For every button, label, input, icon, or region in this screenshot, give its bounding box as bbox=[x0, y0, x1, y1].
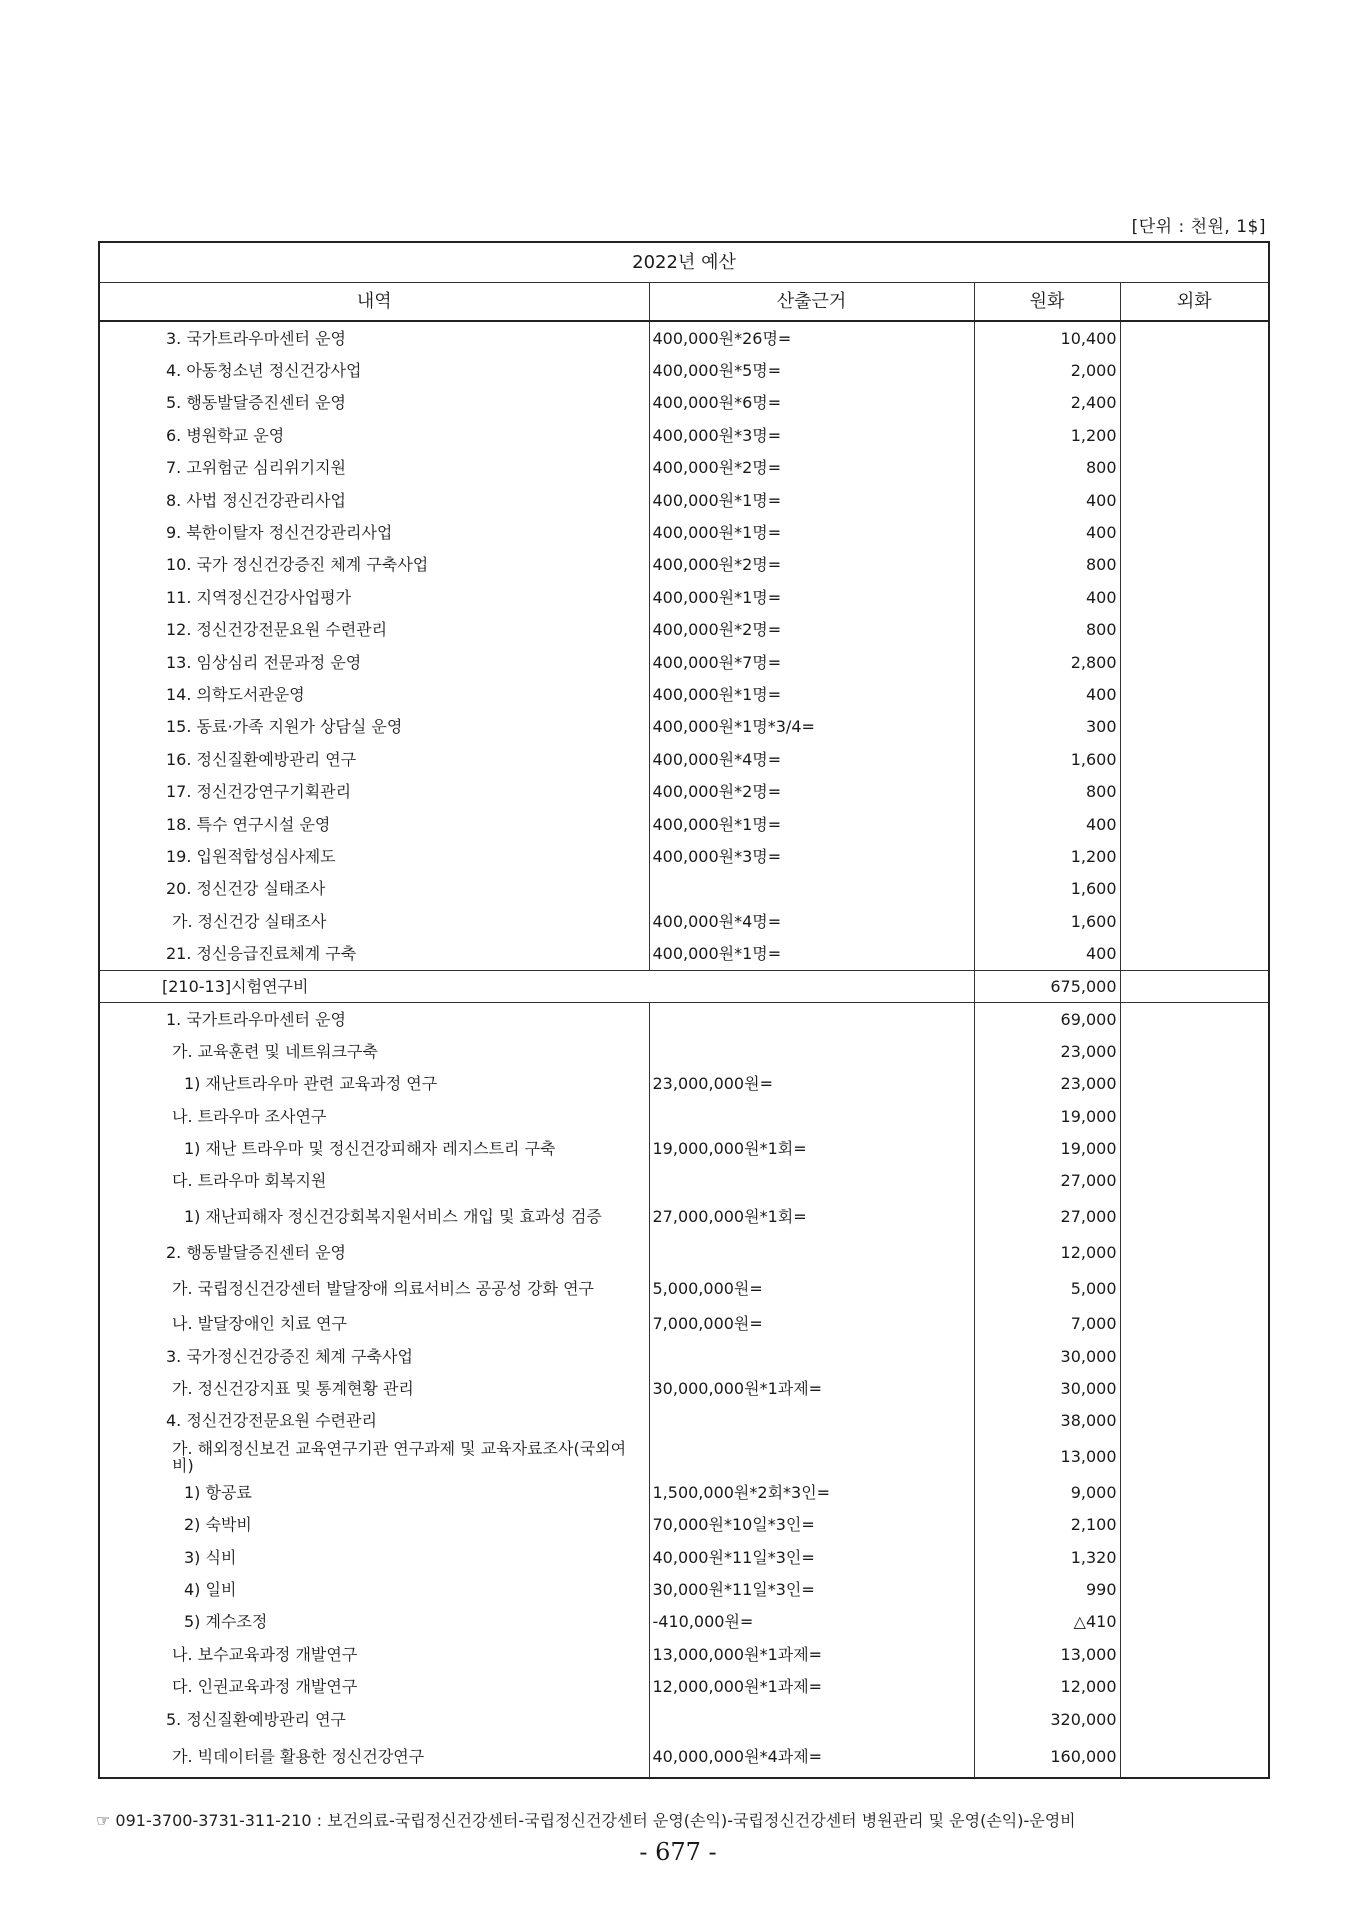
table-row bbox=[99, 614, 1269, 646]
foreign-cell bbox=[1120, 1100, 1269, 1132]
foreign-cell bbox=[1120, 1035, 1269, 1067]
item-cell: 5. 정신질환예방관리 연구 bbox=[99, 1703, 649, 1735]
item-cell: 7. 고위험군 심리위기지원 bbox=[99, 452, 649, 484]
foreign-cell bbox=[1120, 1197, 1269, 1236]
basis-cell: 12,000,000원*1과제= bbox=[649, 1670, 974, 1702]
basis-cell: 400,000원*1명= bbox=[649, 581, 974, 613]
krw-cell: 300 bbox=[974, 711, 1120, 743]
foreign-cell bbox=[1120, 808, 1269, 840]
krw-cell: 1,200 bbox=[974, 419, 1120, 451]
basis-cell: 23,000,000원= bbox=[649, 1068, 974, 1100]
table-row bbox=[99, 1476, 1269, 1508]
foreign-cell bbox=[1120, 678, 1269, 710]
foreign-cell bbox=[1120, 1165, 1269, 1197]
krw-cell: 1,320 bbox=[974, 1541, 1120, 1573]
table-row bbox=[99, 1703, 1269, 1735]
basis-cell bbox=[649, 1405, 974, 1437]
table-row bbox=[99, 1670, 1269, 1702]
krw-cell: 69,000 bbox=[974, 1002, 1120, 1035]
basis-cell: 27,000,000원*1회= bbox=[649, 1197, 974, 1236]
item-cell: 나. 발달장애인 치료 연구 bbox=[99, 1308, 649, 1340]
krw-cell: 320,000 bbox=[974, 1703, 1120, 1735]
foreign-cell bbox=[1120, 1132, 1269, 1164]
item-cell: 가. 국립정신건강센터 발달장애 의료서비스 공공성 강화 연구 bbox=[99, 1269, 649, 1308]
item-cell: 1. 국가트라우마센터 운영 bbox=[99, 1002, 649, 1035]
foreign-cell bbox=[1120, 873, 1269, 905]
foreign-cell bbox=[1120, 354, 1269, 386]
krw-cell: 800 bbox=[974, 549, 1120, 581]
foreign-cell bbox=[1120, 1068, 1269, 1100]
table-row bbox=[99, 678, 1269, 710]
krw-cell: △410 bbox=[974, 1606, 1120, 1638]
foreign-cell bbox=[1120, 905, 1269, 937]
basis-cell: 7,000,000원= bbox=[649, 1308, 974, 1340]
krw-cell: 800 bbox=[974, 775, 1120, 807]
item-cell: 5) 계수조정 bbox=[99, 1606, 649, 1638]
item-cell: 19. 입원적합성심사제도 bbox=[99, 840, 649, 872]
foreign-cell bbox=[1120, 840, 1269, 872]
table-body-a bbox=[99, 321, 1269, 970]
foreign-cell bbox=[1120, 321, 1269, 354]
krw-cell: 1,600 bbox=[974, 873, 1120, 905]
item-cell: 5. 행동발달증진센터 운영 bbox=[99, 387, 649, 419]
krw-cell: 1,200 bbox=[974, 840, 1120, 872]
basis-cell: 400,000원*6명= bbox=[649, 387, 974, 419]
item-cell: 4) 일비 bbox=[99, 1573, 649, 1605]
item-cell: 8. 사법 정신건강관리사업 bbox=[99, 484, 649, 516]
basis-cell: 400,000원*26명= bbox=[649, 321, 974, 354]
krw-cell: 400 bbox=[974, 516, 1120, 548]
table-row bbox=[99, 1165, 1269, 1197]
basis-cell: -410,000원= bbox=[649, 1606, 974, 1638]
table-row bbox=[99, 808, 1269, 840]
item-cell: 가. 교육훈련 및 네트워크구축 bbox=[99, 1035, 649, 1067]
item-cell: 3. 국가정신건강증진 체계 구축사업 bbox=[99, 1340, 649, 1372]
table-row bbox=[99, 516, 1269, 548]
basis-cell: 400,000원*1명= bbox=[649, 516, 974, 548]
krw-cell: 400 bbox=[974, 808, 1120, 840]
item-cell: 21. 정신응급진료체계 구축 bbox=[99, 937, 649, 970]
foreign-cell bbox=[1120, 1541, 1269, 1573]
item-cell: 17. 정신건강연구기획관리 bbox=[99, 775, 649, 807]
basis-cell: 400,000원*2명= bbox=[649, 614, 974, 646]
foreign-cell bbox=[1120, 1437, 1269, 1476]
item-cell: 가. 정신건강지표 및 통계현황 관리 bbox=[99, 1372, 649, 1404]
foreign-cell bbox=[1120, 581, 1269, 613]
krw-cell: 12,000 bbox=[974, 1236, 1120, 1268]
table-body-b bbox=[99, 1002, 1269, 1778]
item-cell: 2. 행동발달증진센터 운영 bbox=[99, 1236, 649, 1268]
item-cell: 16. 정신질환예방관리 연구 bbox=[99, 743, 649, 775]
basis-cell: 1,500,000원*2회*3인= bbox=[649, 1476, 974, 1508]
header-foreign: 외화 bbox=[1120, 283, 1269, 322]
krw-cell: 400 bbox=[974, 937, 1120, 970]
basis-cell: 400,000원*3명= bbox=[649, 840, 974, 872]
table-row bbox=[99, 1100, 1269, 1132]
krw-cell: 400 bbox=[974, 581, 1120, 613]
foreign-cell bbox=[1120, 1476, 1269, 1508]
krw-cell: 7,000 bbox=[974, 1308, 1120, 1340]
item-cell: 4. 정신건강전문요원 수련관리 bbox=[99, 1405, 649, 1437]
item-cell: 1) 재난트라우마 관련 교육과정 연구 bbox=[99, 1068, 649, 1100]
krw-cell: 800 bbox=[974, 614, 1120, 646]
item-cell: 1) 항공료 bbox=[99, 1476, 649, 1508]
krw-cell: 160,000 bbox=[974, 1735, 1120, 1778]
item-cell: 1) 재난 트라우마 및 정신건강피해자 레지스트리 구축 bbox=[99, 1132, 649, 1164]
table-row bbox=[99, 1638, 1269, 1670]
table-row bbox=[99, 1132, 1269, 1164]
table-row bbox=[99, 581, 1269, 613]
basis-cell: 30,000원*11일*3인= bbox=[649, 1573, 974, 1605]
table-row bbox=[99, 1002, 1269, 1035]
item-cell: 11. 지역정신건강사업평가 bbox=[99, 581, 649, 613]
foreign-cell bbox=[1120, 1308, 1269, 1340]
page-number: - 677 - bbox=[639, 1838, 717, 1866]
basis-cell: 400,000원*1명= bbox=[649, 937, 974, 970]
footer-note: ☞ 091-3700-3731-311-210 : 보건의료-국립정신건강센터-국립정신건강센터 운영(손익)-국립정신건강센터 병원관리 및 운영(손익)-운영비 bbox=[96, 1811, 1076, 1830]
krw-cell: 27,000 bbox=[974, 1165, 1120, 1197]
table-row bbox=[99, 1509, 1269, 1541]
item-cell: 가. 빅데이터를 활용한 정신건강연구 bbox=[99, 1735, 649, 1778]
section-foreign bbox=[1120, 970, 1269, 1002]
item-cell: 다. 인권교육과정 개발연구 bbox=[99, 1670, 649, 1702]
basis-cell bbox=[649, 1340, 974, 1372]
table-row bbox=[99, 1405, 1269, 1437]
basis-cell: 70,000원*10일*3인= bbox=[649, 1509, 974, 1541]
foreign-cell bbox=[1120, 1002, 1269, 1035]
krw-cell: 27,000 bbox=[974, 1197, 1120, 1236]
section-krw: 675,000 bbox=[974, 970, 1120, 1002]
foreign-cell bbox=[1120, 1509, 1269, 1541]
item-cell: 4. 아동청소년 정신건강사업 bbox=[99, 354, 649, 386]
item-cell: 13. 임상심리 전문과정 운영 bbox=[99, 646, 649, 678]
basis-cell: 40,000원*11일*3인= bbox=[649, 1541, 974, 1573]
header-item: 내역 bbox=[99, 283, 649, 322]
item-cell: 20. 정신건강 실태조사 bbox=[99, 873, 649, 905]
foreign-cell bbox=[1120, 1236, 1269, 1268]
foreign-cell bbox=[1120, 1340, 1269, 1372]
krw-cell: 2,800 bbox=[974, 646, 1120, 678]
krw-cell: 10,400 bbox=[974, 321, 1120, 354]
item-cell: 다. 트라우마 회복지원 bbox=[99, 1165, 649, 1197]
item-cell: 가. 정신건강 실태조사 bbox=[99, 905, 649, 937]
foreign-cell bbox=[1120, 1735, 1269, 1778]
item-cell: 9. 북한이탈자 정신건강관리사업 bbox=[99, 516, 649, 548]
basis-cell bbox=[649, 1035, 974, 1067]
table-row bbox=[99, 873, 1269, 905]
basis-cell bbox=[649, 1002, 974, 1035]
krw-cell: 2,100 bbox=[974, 1509, 1120, 1541]
table-row bbox=[99, 1340, 1269, 1372]
krw-cell: 30,000 bbox=[974, 1372, 1120, 1404]
krw-cell: 23,000 bbox=[974, 1035, 1120, 1067]
foreign-cell bbox=[1120, 516, 1269, 548]
foreign-cell bbox=[1120, 743, 1269, 775]
foreign-cell bbox=[1120, 1638, 1269, 1670]
table-row bbox=[99, 321, 1269, 354]
foreign-cell bbox=[1120, 1573, 1269, 1605]
foreign-cell bbox=[1120, 1372, 1269, 1404]
header-basis: 산출근거 bbox=[649, 283, 974, 322]
krw-cell: 400 bbox=[974, 484, 1120, 516]
basis-cell bbox=[649, 1100, 974, 1132]
basis-cell: 400,000원*5명= bbox=[649, 354, 974, 386]
table-row bbox=[99, 387, 1269, 419]
foreign-cell bbox=[1120, 711, 1269, 743]
basis-cell: 19,000,000원*1회= bbox=[649, 1132, 974, 1164]
item-cell: 3) 식비 bbox=[99, 1541, 649, 1573]
krw-cell: 12,000 bbox=[974, 1670, 1120, 1702]
item-cell: 1) 재난피해자 정신건강회복지원서비스 개입 및 효과성 검증 bbox=[99, 1197, 649, 1236]
krw-cell: 5,000 bbox=[974, 1269, 1120, 1308]
foreign-cell bbox=[1120, 549, 1269, 581]
foreign-cell bbox=[1120, 1269, 1269, 1308]
krw-cell: 800 bbox=[974, 452, 1120, 484]
basis-cell: 400,000원*7명= bbox=[649, 646, 974, 678]
item-cell: 12. 정신건강전문요원 수련관리 bbox=[99, 614, 649, 646]
table-row bbox=[99, 354, 1269, 386]
basis-cell: 30,000,000원*1과제= bbox=[649, 1372, 974, 1404]
basis-cell: 400,000원*1명= bbox=[649, 484, 974, 516]
foreign-cell bbox=[1120, 484, 1269, 516]
item-cell: 14. 의학도서관운영 bbox=[99, 678, 649, 710]
basis-cell: 400,000원*2명= bbox=[649, 452, 974, 484]
item-cell: 2) 숙박비 bbox=[99, 1509, 649, 1541]
krw-cell: 19,000 bbox=[974, 1100, 1120, 1132]
table-row bbox=[99, 1437, 1269, 1476]
table-row bbox=[99, 646, 1269, 678]
table-row bbox=[99, 1735, 1269, 1778]
table-row bbox=[99, 711, 1269, 743]
basis-cell: 400,000원*4명= bbox=[649, 743, 974, 775]
foreign-cell bbox=[1120, 646, 1269, 678]
table-row bbox=[99, 1197, 1269, 1236]
basis-cell bbox=[649, 1165, 974, 1197]
table-row bbox=[99, 840, 1269, 872]
budget-table bbox=[98, 241, 1270, 1779]
foreign-cell bbox=[1120, 1606, 1269, 1638]
krw-cell: 38,000 bbox=[974, 1405, 1120, 1437]
table-row bbox=[99, 1606, 1269, 1638]
section-label: [210-13]시험연구비 bbox=[99, 970, 974, 1002]
basis-cell bbox=[649, 1236, 974, 1268]
table-row bbox=[99, 1573, 1269, 1605]
foreign-cell bbox=[1120, 419, 1269, 451]
table-row bbox=[99, 937, 1269, 970]
krw-cell: 990 bbox=[974, 1573, 1120, 1605]
table-row bbox=[99, 1541, 1269, 1573]
table-row bbox=[99, 419, 1269, 451]
item-cell: 나. 보수교육과정 개발연구 bbox=[99, 1638, 649, 1670]
table-row bbox=[99, 549, 1269, 581]
table-row bbox=[99, 1035, 1269, 1067]
table-row bbox=[99, 775, 1269, 807]
item-cell: 나. 트라우마 조사연구 bbox=[99, 1100, 649, 1132]
item-cell: 10. 국가 정신건강증진 체계 구축사업 bbox=[99, 549, 649, 581]
basis-cell bbox=[649, 1437, 974, 1476]
table-title: 2022년 예산 bbox=[99, 242, 1269, 283]
foreign-cell bbox=[1120, 775, 1269, 807]
header-krw: 원화 bbox=[974, 283, 1120, 322]
basis-cell: 400,000원*2명= bbox=[649, 775, 974, 807]
table-row bbox=[99, 1236, 1269, 1268]
basis-cell: 400,000원*3명= bbox=[649, 419, 974, 451]
table-row bbox=[99, 1269, 1269, 1308]
item-cell: 18. 특수 연구시설 운영 bbox=[99, 808, 649, 840]
krw-cell: 1,600 bbox=[974, 905, 1120, 937]
foreign-cell bbox=[1120, 452, 1269, 484]
item-cell: 15. 동료·가족 지원가 상담실 운영 bbox=[99, 711, 649, 743]
foreign-cell bbox=[1120, 387, 1269, 419]
basis-cell: 400,000원*2명= bbox=[649, 549, 974, 581]
basis-cell: 400,000원*1명*3/4= bbox=[649, 711, 974, 743]
foreign-cell bbox=[1120, 937, 1269, 970]
basis-cell: 400,000원*4명= bbox=[649, 905, 974, 937]
table-row bbox=[99, 1308, 1269, 1340]
item-cell: 가. 해외정신보건 교육연구기관 연구과제 및 교육자료조사(국외여비) bbox=[99, 1437, 649, 1476]
table-row bbox=[99, 1068, 1269, 1100]
table-row bbox=[99, 452, 1269, 484]
basis-cell: 400,000원*1명= bbox=[649, 678, 974, 710]
section-row bbox=[99, 970, 1269, 1002]
krw-cell: 23,000 bbox=[974, 1068, 1120, 1100]
unit-note: [단위 : 천원, 1$] bbox=[1131, 217, 1266, 237]
krw-cell: 30,000 bbox=[974, 1340, 1120, 1372]
krw-cell: 1,600 bbox=[974, 743, 1120, 775]
basis-cell bbox=[649, 1703, 974, 1735]
krw-cell: 9,000 bbox=[974, 1476, 1120, 1508]
krw-cell: 13,000 bbox=[974, 1638, 1120, 1670]
item-cell: 6. 병원학교 운영 bbox=[99, 419, 649, 451]
foreign-cell bbox=[1120, 1703, 1269, 1735]
basis-cell: 40,000,000원*4과제= bbox=[649, 1735, 974, 1778]
krw-cell: 2,000 bbox=[974, 354, 1120, 386]
item-cell: 3. 국가트라우마센터 운영 bbox=[99, 321, 649, 354]
krw-cell: 2,400 bbox=[974, 387, 1120, 419]
krw-cell: 13,000 bbox=[974, 1437, 1120, 1476]
foreign-cell bbox=[1120, 614, 1269, 646]
basis-cell bbox=[649, 873, 974, 905]
basis-cell: 13,000,000원*1과제= bbox=[649, 1638, 974, 1670]
basis-cell: 400,000원*1명= bbox=[649, 808, 974, 840]
table-row bbox=[99, 905, 1269, 937]
table-row bbox=[99, 1372, 1269, 1404]
foreign-cell bbox=[1120, 1670, 1269, 1702]
table-row bbox=[99, 743, 1269, 775]
krw-cell: 400 bbox=[974, 678, 1120, 710]
foreign-cell bbox=[1120, 1405, 1269, 1437]
krw-cell: 19,000 bbox=[974, 1132, 1120, 1164]
table-row bbox=[99, 484, 1269, 516]
basis-cell: 5,000,000원= bbox=[649, 1269, 974, 1308]
